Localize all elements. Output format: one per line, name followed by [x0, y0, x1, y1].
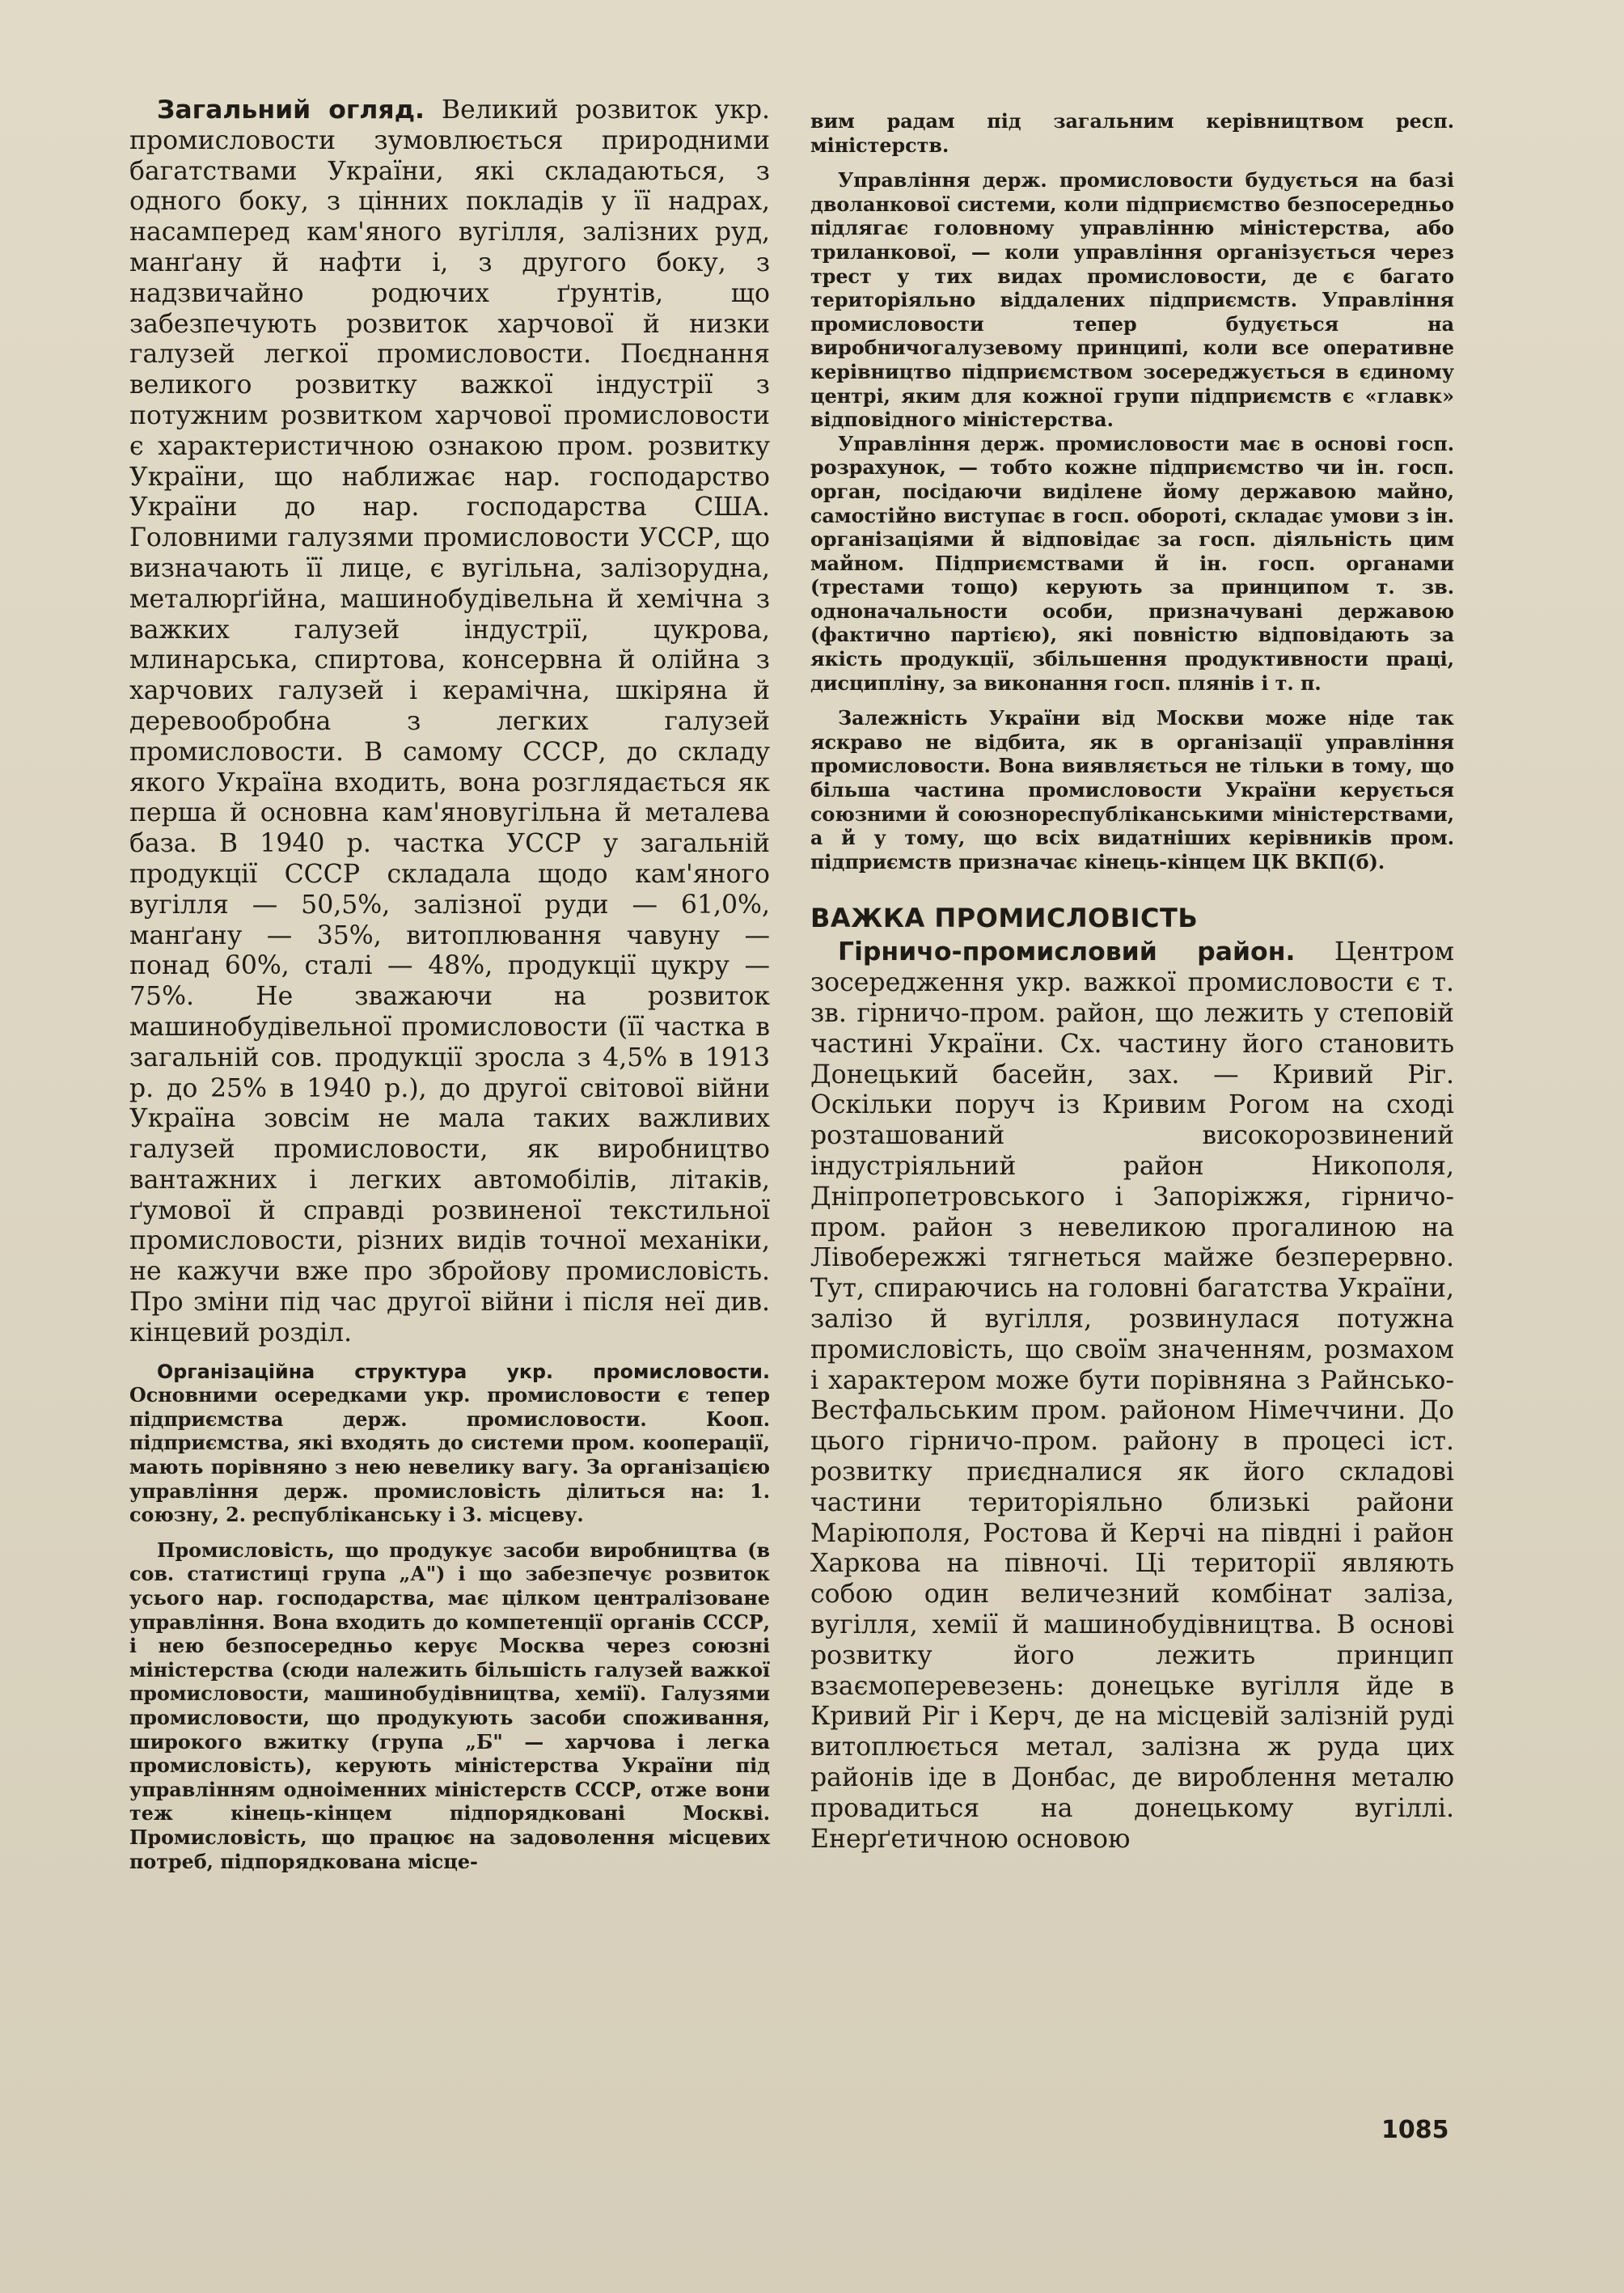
paragraph-text: Основними осередками укр. промисловости є тепер підприємства держ. промисловости. Кооп. підприємства, які входять до системи пром. кооперації, мають порівняно з нею невелику вагу. За організацією управління держ. промисловість ділиться на: 1. союзну, 2. республіканську і 3. місцеву. — [129, 1384, 770, 1527]
paragraph-mining-district — [810, 937, 1454, 1855]
paragraph-dependence-moscow: Залежність України від Москви може ніде так яскраво не відбита, як в організації управління промисловости. Вона виявляється не тільки в тому, що більша частина промисловости України керується союзними й союзнореспубліканськими міністерствами, а й у тому, що всіх видатніших керівників пром. підприємств призначає кінець-кінцем ЦК ВКП(б). — [810, 707, 1454, 874]
paragraph-org-structure — [129, 1360, 770, 1528]
page-number: 1085 — [1381, 2116, 1449, 2144]
run-in-heading: Загальний огляд. — [157, 95, 425, 125]
paragraph-text: Великий розвиток укр. промисловости зумовлюється природними багатствами України, які складаються, з одного боку, з цінних покладів у її надрах, насамперед кам'яного вугілля, залізних руд, манґану й нафти і, з другого боку, з надзвичайно родючих ґрунтів, що забезпечують розвиток харчової й низки галузей легкої промисловости. Поєднання великого розвитку важкої індустрії з потужним розвитком харчової промисловости є характеристичною ознакою пром. розвитку України, що наближає нар. господарство України до нар. господарства США. Головними галузями промисловости УССР, що визначають її лице, є вугільна, залізорудна, металюрґійна, машинобудівельна й хемічна з важких галузей індустрії, цукрова, млинарська, спиртова, консервна й олійна з харчових галузей і керамічна, шкіряна й деревообробна з легких галузей промисловости. В самому СССР, до складу якого Україна входить, вона розглядається як перша й основна кам'яновугільна й металева база. В 1940 р. частка УССР у загальній продукції СССР складала щодо кам'яного вугілля — 50,5%, залізної руди — 61,0%, манґану — 35%, витоплювання чавуну — понад 60%, сталі — 48%, продукції цукру — 75%. Не зважаючи на розвиток машинобудівельної промисловости (її частка в загальній сов. продукції зросла з 4,5% в 1913 р. до 25% в 1940 р.), до другої світової війни Україна зовсім не мала таких важливих галузей промисловости, як виробництво вантажних і легких автомобілів, літаків, ґумової й справді розвиненої текстильної промисловости, різних видів точної механіки, не кажучи вже про збройову промисловість. Про зміни під час другої війни і після неї див. кінцевий розділ. — [129, 95, 771, 1347]
section-heading: ВАЖКА ПРОМИСЛОВІСТЬ — [810, 903, 1199, 934]
paragraph-continued: вим радам під загальним керівництвом респ. міністерств. — [810, 110, 1454, 157]
paragraph-general-overview — [129, 95, 770, 1349]
paragraph-group-a-b: Промисловість, що продукує засоби виробництва (в сов. статистиці група „А") і що забезпечує розвиток усього нар. господарства, має цілком централізоване управління. Вона входить до компетенції органів СССР, і нею безпосередньо керує Москва через союзні міністерства (сюди належить більшість галузей важкої промисловости, машинобудівництва, хемії). Галузями промисловости, що продукують засоби споживання, широкого вжитку (група „Б" — харчова і легка промисловість), керують міністерства України під управлінням одноіменних міністерств СССР, отже вони теж кінець-кінцем підпорядковані Москві. Промисловість, що працює на задоволення місцевих потреб, підпорядкована місце- — [129, 1538, 770, 1873]
run-in-heading: Гірничо-промисловий район. — [838, 937, 1296, 967]
run-in-heading: Організаційна структура укр. промисловости. — [157, 1360, 770, 1383]
right-column — [810, 110, 1454, 1855]
paragraph-management-system: Управління держ. промисловости будується на базі дволанкової системи, коли підприємство безпосередньо підлягає головному управлінню міністерства, або триланкової, — коли управління організується через трест у тих видах промисловости, де є багато територіяльно віддалених підприємств. Управління промисловости тепер будується на виробничогалузевому принципі, коли все оперативне керівництво підприємством зосереджується в єдиному центрі, яким для кожної групи підприємств є «главк» відповідного міністерства. — [810, 169, 1454, 432]
paragraph-economic-accounting: Управління держ. промисловости має в основі госп. розрахунок, — тобто кожне підприємство чи ін. госп. орган, посідаючи виділене йому державою майно, самостійно виступає в госп. обороті, складає умови з ін. організаціями й відповідає за госп. діяльність цим майном. Підприємствами й ін. госп. органами (трестами тощо) керують за принципом т. зв. одноначальности особи, призначувані державою (фактично партією), які повністю відповідають за якість продукції, збільшення продуктивности праці, дисципліну, за виконання госп. плянів і т. п. — [810, 432, 1454, 695]
left-column — [129, 95, 770, 1874]
paragraph-text: Центром зосередження укр. важкої промисловости є т. зв. гірничо-пром. район, що лежить у степовій частині України. Сх. частину його становить Донецький басейн, зах. — Кривий Ріг. Оскільки поруч із Кривим Рогом на сході розташований високорозвинений індустріяльний район Никополя, Дніпропетровського і Запоріжжя, гірничо-пром. район з невеликою прогалиною на Лівобережжі тягнеться майже безперервно. Тут, спираючись на головні багатства України, залізо й вугілля, розвинулася потужна промисловість, що своїм значенням, розмахом і характером може бути порівняна з Райнсько-Вестфальським пром. районом Німеччини. До цього гірничо-пром. району в процесі іст. розвитку приєдналися як його складові частини територіяльно близькі райони Маріюполя, Ростова й Керчі на півдні і район Харкова на півночі. Ці території являють собою один величезний комбінат заліза, вугілля, хемії й машинобудівництва. В основі розвитку його лежить принцип взаємоперевезень: донецьке вугілля йде в Кривий Ріг і Керч, де на місцевій залізній руді витоплюється метал, залізна ж руда цих районів іде в Донбас, де вироблення металю провадиться на донецькому вугіллі. Енерґетичною основою — [810, 937, 1455, 1854]
